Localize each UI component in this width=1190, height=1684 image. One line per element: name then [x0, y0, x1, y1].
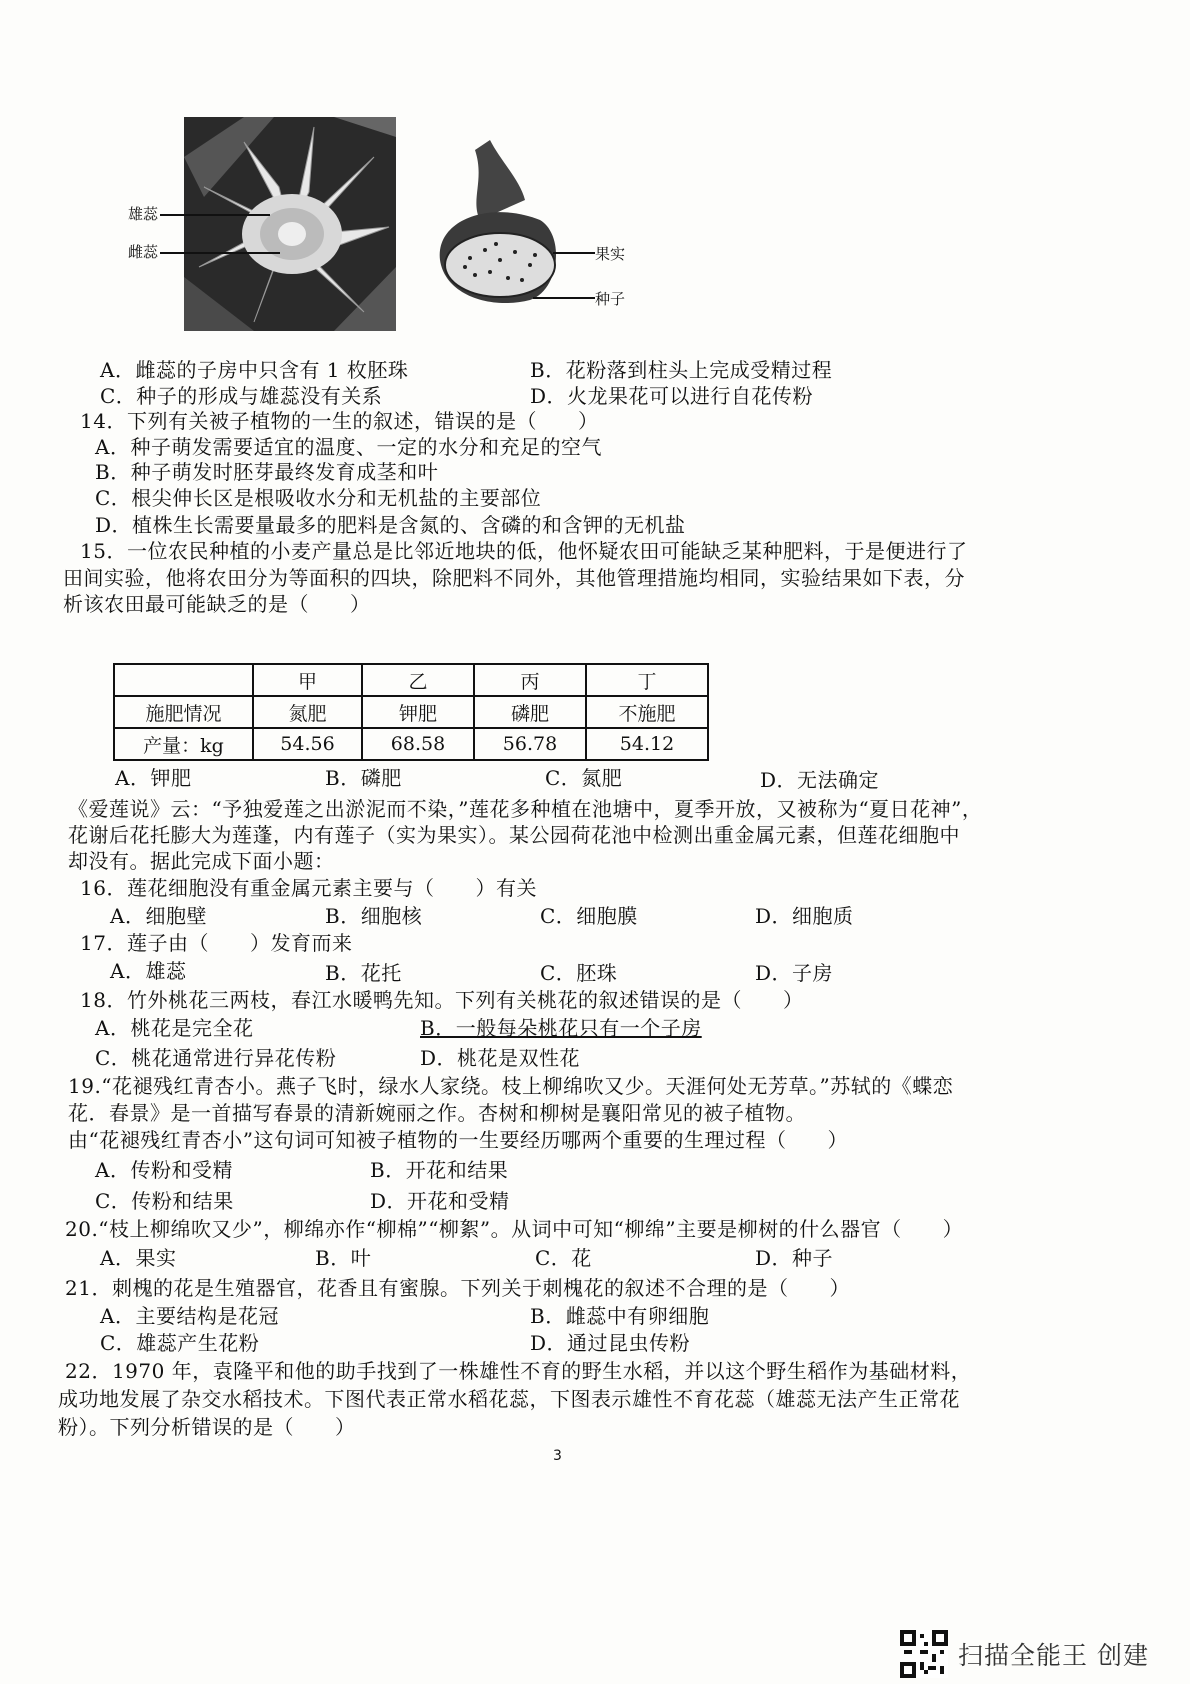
pistil-pointer: [160, 252, 280, 254]
q21-option-c: C．雄蕊产生花粉: [100, 1331, 260, 1355]
table-cell: [114, 664, 253, 696]
fruit-label: 果实: [595, 245, 626, 263]
experiment-table: [113, 663, 709, 761]
q20-option-b: B．叶: [315, 1246, 372, 1270]
stamen-label: 雄蕊: [128, 205, 159, 223]
fruit-pointer: [553, 252, 595, 254]
q15-stem-line-1: 15．一位农民种植的小麦产量总是比邻近地块的低，他怀疑农田可能缺乏某种肥料，于是便进行了: [80, 539, 968, 563]
page-number: 3: [553, 1448, 562, 1464]
q16-option-d: D．细胞质: [755, 904, 854, 928]
q20-option-a: A．果实: [100, 1246, 177, 1270]
q13-option-b: B．花粉落到柱头上完成受精过程: [530, 358, 833, 382]
seed-pointer: [533, 297, 595, 299]
q14-stem: 14．下列有关被子植物的一生的叙述，错误的是（ ）: [80, 409, 599, 433]
table-cell: 丁: [586, 664, 708, 696]
q15-option-a: A．钾肥: [115, 766, 192, 790]
table-cell: 磷肥: [474, 696, 586, 728]
q13-option-c: C．种子的形成与雄蕊没有关系: [100, 384, 383, 408]
q15-option-c: C．氮肥: [545, 766, 623, 790]
q21-option-b: B．雌蕊中有卵细胞: [530, 1304, 710, 1328]
table-cell: 54.12: [586, 728, 708, 760]
seed-label: 种子: [595, 290, 626, 308]
q21-option-d: D．通过昆虫传粉: [530, 1331, 691, 1355]
q15-stem-line-3: 析该农田最可能缺乏的是（ ）: [63, 592, 371, 616]
table-row: [114, 728, 708, 760]
q22-stem-line-3: 粉）。下列分析错误的是（ ）: [58, 1415, 356, 1439]
q17-option-b: B．花托: [325, 961, 402, 985]
q21-stem: 21．刺槐的花是生殖器官，花香且有蜜腺。下列关于刺槐花的叙述不合理的是（ ）: [65, 1276, 850, 1300]
q14-option-b: B．种子萌发时胚芽最终发育成茎和叶: [95, 460, 439, 484]
dragon-fruit-drawing: [430, 140, 570, 310]
q14-option-d: D．植株生长需要量最多的肥料是含氮的、含磷的和含钾的无机盐: [95, 513, 686, 537]
q20-stem: 20.“枝上柳绵吹又少”，柳绵亦作“柳棉”“柳絮”。从词中可知“柳绵”主要是柳树的什么器官（ ）: [65, 1217, 964, 1241]
q15-option-d: D．无法确定: [760, 768, 880, 792]
q22-stem-line-1: 22．1970 年，袁隆平和他的助手找到了一株雄性不育的野生水稻，并以这个野生稻作为基础材料，: [65, 1359, 972, 1383]
table-cell: 甲: [253, 664, 362, 696]
q19-option-a: A．传粉和受精: [95, 1158, 233, 1182]
footer-text: 扫描全能王 创建: [958, 1641, 1149, 1670]
q19-option-c: C．传粉和结果: [95, 1189, 234, 1213]
table-cell: 56.78: [474, 728, 586, 760]
table-cell: 乙: [362, 664, 474, 696]
q19-stem-line-3: 由“花褪残红青杏小”这句词可知被子植物的一生要经历哪两个重要的生理过程（ ）: [68, 1128, 848, 1152]
q15-option-b: B．磷肥: [325, 766, 402, 790]
q22-stem-line-2: 成功地发展了杂交水稻技术。下图代表正常水稻花蕊，下图表示雄性不育花蕊（雄蕊无法产生正常花: [58, 1387, 960, 1411]
q19-stem-line-1: 19.“花褪残红青杏小。燕子飞时，绿水人家绕。枝上柳绵吹又少。天涯何处无芳草。”苏轼的《蝶恋: [68, 1074, 954, 1098]
q13-option-d: D．火龙果花可以进行自花传粉: [530, 384, 814, 408]
scanner-watermark: [900, 1630, 1149, 1678]
q18-option-d: D．桃花是双性花: [420, 1046, 581, 1070]
q18-option-a: A．桃花是完全花: [95, 1016, 254, 1040]
q17-option-c: C．胚珠: [540, 961, 618, 985]
table-cell: 氮肥: [253, 696, 362, 728]
qr-code-icon: [900, 1630, 948, 1678]
q19-option-b: B．开花和结果: [370, 1158, 509, 1182]
q20-option-c: C．花: [535, 1246, 592, 1270]
pistil-label: 雌蕊: [128, 243, 159, 261]
q20-option-d: D．种子: [755, 1246, 834, 1270]
flower-photo: [184, 117, 396, 331]
q21-option-a: A．主要结构是花冠: [100, 1304, 279, 1328]
passage-line-1: 《爱莲说》云：“予独爱莲之出淤泥而不染，”莲花多种植在池塘中，夏季开放，又被称为“夏日花神”，: [68, 797, 983, 821]
q16-stem: 16．莲花细胞没有重金属元素主要与（ ）有关: [80, 876, 537, 900]
table-cell: 不施肥: [586, 696, 708, 728]
q17-option-a: A．雄蕊: [110, 959, 187, 983]
passage-line-3: 却没有。据此完成下面小题：: [68, 849, 335, 873]
q14-option-a: A．种子萌发需要适宜的温度、一定的水分和充足的空气: [95, 435, 602, 459]
q16-option-a: A．细胞壁: [110, 904, 207, 928]
table-cell: 54.56: [253, 728, 362, 760]
q18-option-b: B．一般每朵桃花只有一个子房: [420, 1016, 702, 1040]
q19-stem-line-2: 花．春景》是一首描写春景的清新婉丽之作。杏树和柳树是襄阳常见的被子植物。: [68, 1101, 806, 1125]
q16-option-c: C．细胞膜: [540, 904, 638, 928]
q17-option-d: D．子房: [755, 961, 834, 985]
passage-line-2: 花谢后花托膨大为莲蓬，内有莲子（实为果实）。某公园荷花池中检测出重金属元素，但莲花细胞中: [68, 823, 960, 847]
table-cell: 钾肥: [362, 696, 474, 728]
q18-stem: 18．竹外桃花三两枝，春江水暖鸭先知。下列有关桃花的叙述错误的是（ ）: [80, 988, 804, 1012]
table-cell: 产量：kg: [114, 728, 253, 760]
q13-option-a: A．雌蕊的子房中只含有 1 枚胚珠: [100, 358, 409, 382]
q15-stem-line-2: 田间实验，他将农田分为等面积的四块，除肥料不同外，其他管理措施均相同，实验结果如下表，分: [63, 566, 965, 590]
table-row: [114, 696, 708, 728]
q18-option-c: C．桃花通常进行异花传粉: [95, 1046, 337, 1070]
table-cell: 施肥情况: [114, 696, 253, 728]
table-cell: 68.58: [362, 728, 474, 760]
stamen-pointer: [160, 214, 270, 216]
table-cell: 丙: [474, 664, 586, 696]
q19-option-d: D．开花和受精: [370, 1189, 510, 1213]
table-header-row: [114, 664, 708, 696]
q16-option-b: B．细胞核: [325, 904, 423, 928]
q17-stem: 17．莲子由（ ）发育而来: [80, 931, 353, 955]
q14-option-c: C．根尖伸长区是根吸收水分和无机盐的主要部位: [95, 486, 542, 510]
